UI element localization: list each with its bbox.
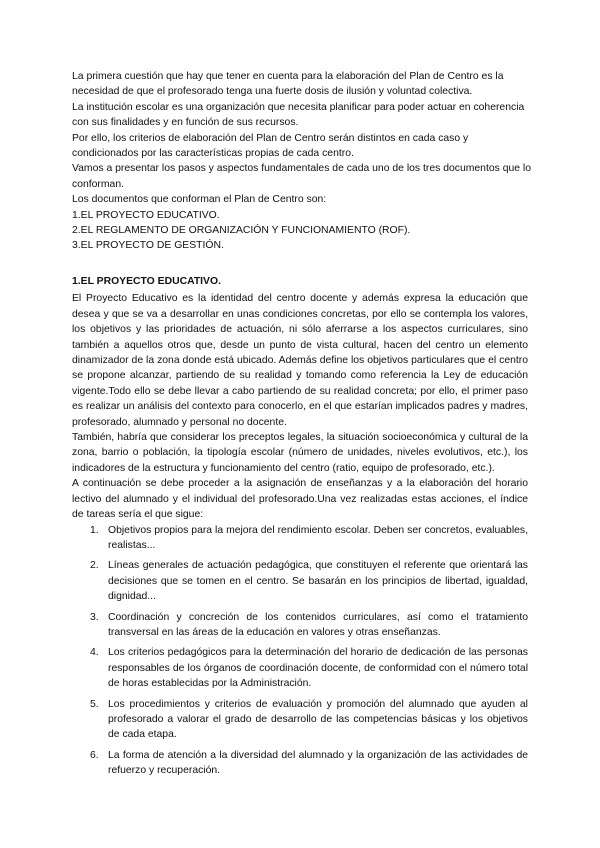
- task-item: [72, 558, 528, 604]
- intro-paragraph: Los documentos que conforman el Plan de Centro son:: [72, 194, 327, 206]
- document-list-item: 1.EL PROYECTO EDUCATIVO.: [72, 209, 220, 221]
- task-number: 1.: [90, 524, 99, 536]
- task-list: [72, 523, 528, 779]
- proyecto-educativo-section: [72, 274, 528, 784]
- task-text: La forma de atención a la diversidad del alumnado y la organización de las actividades de refuerzo y recuperación.: [108, 749, 528, 777]
- task-item: [72, 645, 528, 691]
- task-text: Coordinación y concreción de los contenidos curriculares, así como el tratamiento transversal en las áreas de la educación en valores y otras enseñanzas.: [108, 611, 528, 638]
- intro-block: [72, 69, 532, 254]
- section-paragraph: A continuación se debe proceder a la asignación de enseñanzas y a la elaboración del horario lectivo del alumnado y el individual del profesorado.Una vez realizadas estas acciones, el índice de tareas sería el que sigue:: [72, 478, 528, 521]
- task-item: [72, 523, 528, 554]
- document-list-item: 2.EL REGLAMENTO DE ORGANIZACIÓN Y FUNCIONAMIENTO (ROF).: [72, 225, 411, 237]
- task-text: Los procedimientos y criterios de evaluación y promoción del alumnado que ayuden al profesorado a valorar el grado de desarrollo de las competencias básicas y los objetivos de cada etapa.: [108, 698, 528, 741]
- task-number: 2.: [90, 560, 99, 572]
- task-item: [72, 748, 528, 779]
- intro-paragraph: Vamos a presentar los pasos y aspectos fundamentales de cada uno de los tres documentos que lo conforman.: [72, 163, 532, 190]
- section-paragraph: El Proyecto Educativo es la identidad del centro docente y además expresa la educación que desea y que se va a desarrollar en unas condiciones concretas, por ello se contempla los valores, los objetivos y las prioridades de actuación, ni sólo aferrarse a los aspectos curriculares, sino también a aquellos otros que, desde un punto de vista cultural, hacen del centro un elemento dinamizador de la zona donde está ubicado. Además define los objetivos particulares que el centro se propone alcanzar, partiendo de su realidad y tomando como referencia la Ley de educación vigente.Todo ello se debe llevar a cabo partiendo de su realidad concreta; por ello, el primer paso es realizar un análisis del contexto para conocerlo, en el que estarían implicados padres y madres, profesorado, alumnado y personal no docente.: [72, 293, 528, 428]
- task-number: 4.: [90, 647, 99, 659]
- document-list-item: 3.EL PROYECTO DE GESTIÓN.: [72, 240, 224, 252]
- task-number: 6.: [90, 749, 99, 761]
- section-paragraph: También, habría que considerar los preceptos legales, la situación socioeconómica y cultural de la zona, barrio o población, la tipología escolar (número de unidades, niveles evolutivos, etc.), los indicadores de la estructura y funcionamiento del centro (ratio, equipo de profesorado, etc.).: [72, 432, 528, 474]
- task-item: [72, 610, 528, 641]
- task-item: [72, 697, 528, 743]
- intro-paragraph: La primera cuestión que hay que tener en cuenta para la elaboración del Plan de Centro es la necesidad de que el profesorado tenga una fuerte dosis de ilusión y voluntad colectiva.: [72, 71, 504, 98]
- intro-paragraph: La institución escolar es una organización que necesita planificar para poder actuar en coherencia con sus finalidades y en función de sus recursos.: [72, 101, 525, 129]
- task-text: Líneas generales de actuación pedagógica, que constituyen el referente que orientará las decisiones que se tomen en el centro. Se basarán en los principios de libertad, igualdad, dignidad...: [108, 560, 528, 603]
- task-number: 3.: [90, 611, 99, 623]
- task-text: Objetivos propios para la mejora del rendimiento escolar. Deben ser concretos, evaluables, realistas...: [108, 524, 528, 551]
- intro-paragraph: Por ello, los criterios de elaboración del Plan de Centro serán distintos en cada caso y condicionados por las características propias de cada centro.: [72, 132, 469, 160]
- task-text: Los criterios pedagógicos para la determinación del horario de dedicación de las personas responsables de los órganos de coordinación docente, de conformidad con el número total de horas establecidas por la Administración.: [108, 647, 528, 690]
- section-title: 1.EL PROYECTO EDUCATIVO.: [72, 276, 221, 287]
- task-number: 5.: [90, 698, 99, 710]
